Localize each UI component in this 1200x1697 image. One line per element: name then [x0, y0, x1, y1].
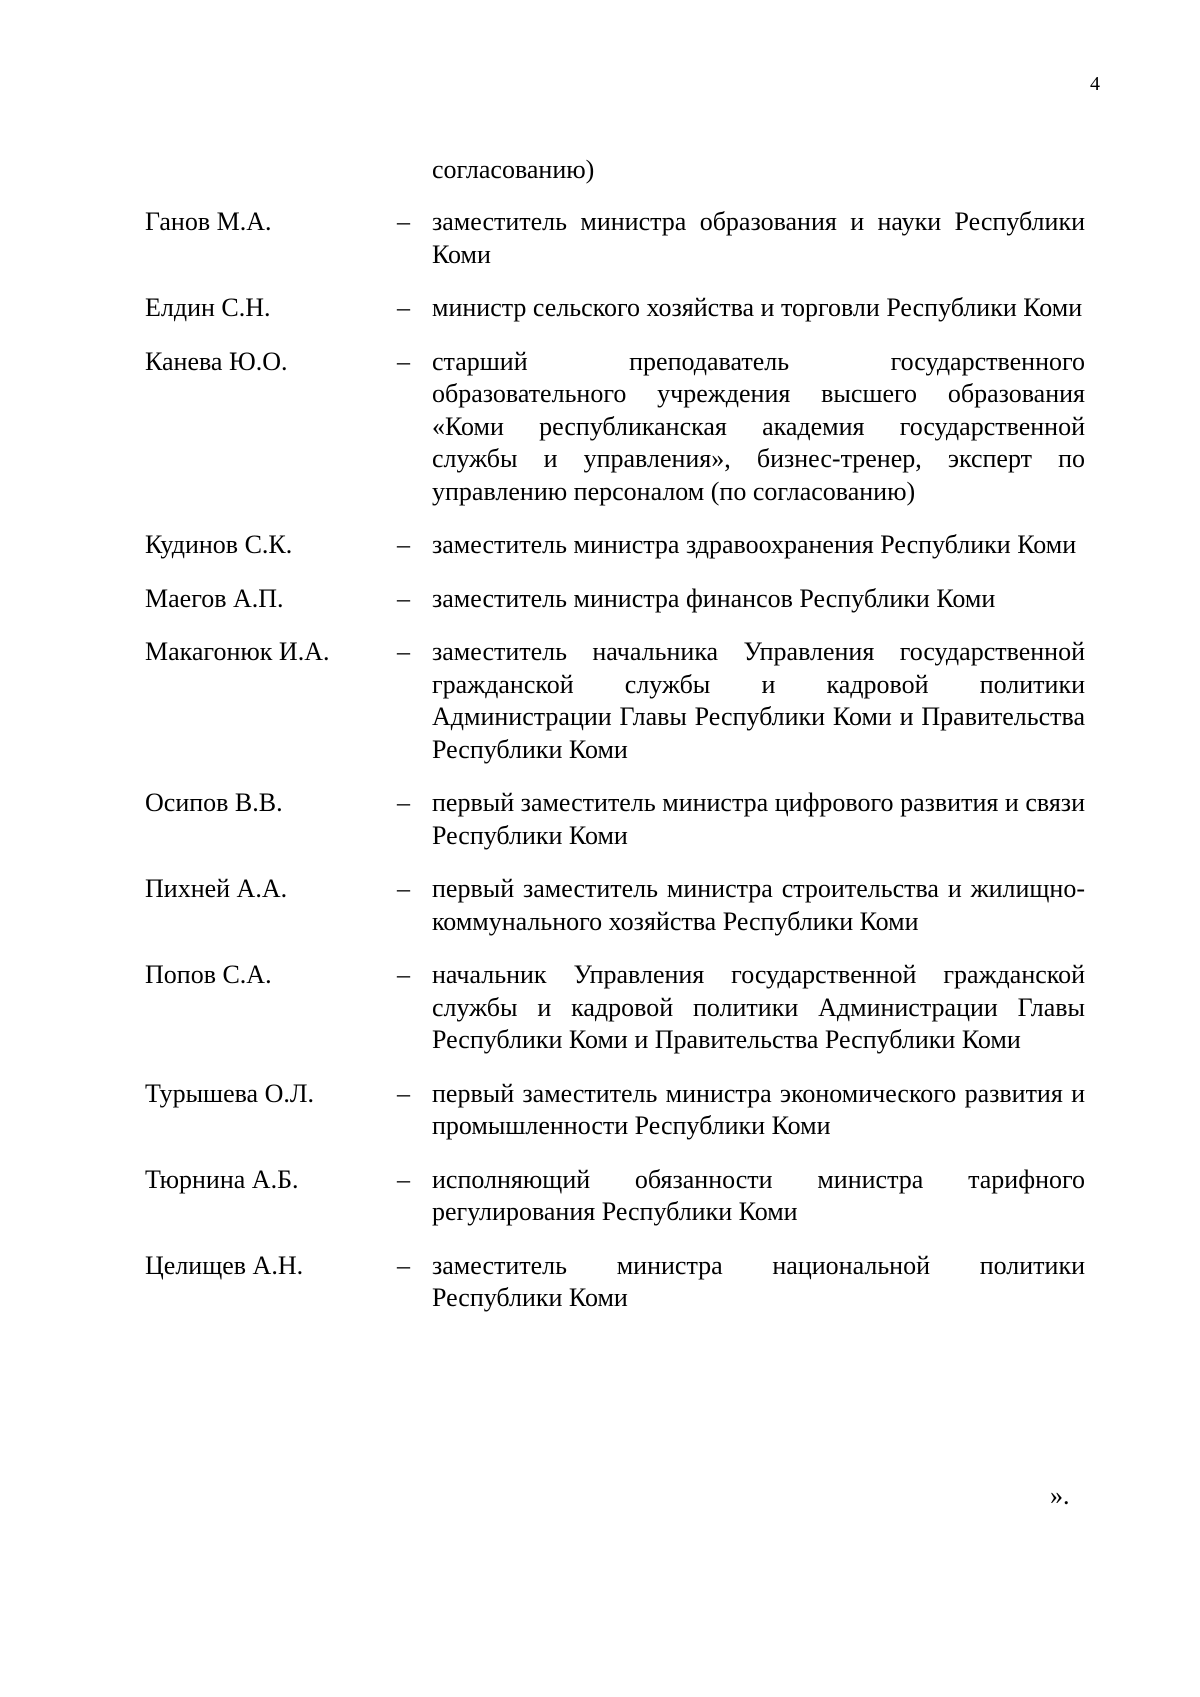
member-name: Пихней А.А. — [145, 874, 288, 903]
member-position: заместитель министра здравоохранения Республики Коми — [432, 530, 1077, 559]
list-item — [145, 787, 1085, 852]
member-name: Тюрнина А.Б. — [145, 1164, 299, 1194]
member-position: заместитель министра национальной политики Республики Коми — [432, 1250, 1085, 1312]
member-name: Попов С.А. — [145, 960, 272, 989]
dash-separator: – — [397, 293, 410, 322]
dash-separator: – — [397, 583, 410, 613]
member-position: министр сельского хозяйства и торговли Республики Коми — [432, 293, 1083, 322]
member-name: Маегов А.П. — [145, 583, 284, 613]
member-name: Ганов М.А. — [145, 207, 272, 236]
list-item — [145, 873, 1085, 938]
page-number: 4 — [1090, 73, 1100, 95]
dash-separator: – — [397, 1250, 410, 1280]
list-item — [145, 292, 1085, 325]
member-position: первый заместитель министра строительства и жилищно-коммунального хозяйства Республики Коми — [432, 874, 1085, 936]
list-item — [145, 1164, 1085, 1229]
member-position: исполняющий обязанности министра тарифного регулирования Республики Коми — [432, 1164, 1085, 1226]
member-position: заместитель министра финансов Республики Коми — [432, 583, 996, 613]
member-position: первый заместитель министра цифрового развития и связи Республики Коми — [432, 788, 1085, 850]
list-item — [145, 206, 1085, 271]
dash-separator: – — [397, 788, 410, 817]
member-name: Турышева О.Л. — [145, 1078, 314, 1108]
members-list — [145, 206, 1085, 1336]
member-position: заместитель начальника Управления государственной гражданской службы и кадровой политики Администрации Главы Республики Коми и Правительства Республики Коми — [432, 637, 1085, 764]
member-name: Макагонюк И.А. — [145, 637, 330, 666]
member-name: Елдин С.Н. — [145, 293, 271, 322]
list-item — [145, 1078, 1085, 1143]
member-position: начальник Управления государственной гражданской службы и кадровой политики Администрации Главы Республики Коми и Правительства Республики Коми — [432, 960, 1085, 1054]
list-item — [145, 346, 1085, 509]
member-position: первый заместитель министра экономического развития и промышленности Республики Коми — [432, 1078, 1085, 1140]
list-item — [145, 959, 1085, 1057]
dash-separator: – — [397, 530, 410, 559]
list-item — [145, 1250, 1085, 1315]
member-position: заместитель министра образования и науки Республики Коми — [432, 207, 1085, 269]
list-item — [145, 636, 1085, 766]
dash-separator: – — [397, 874, 410, 903]
member-name: Осипов В.В. — [145, 788, 283, 817]
list-item — [145, 529, 1085, 562]
list-item — [145, 583, 1085, 616]
closing-quote: ». — [1050, 1481, 1070, 1510]
dash-separator: – — [397, 207, 410, 236]
dash-separator: – — [397, 1078, 410, 1108]
member-name: Целищев А.Н. — [145, 1250, 304, 1280]
continuation-text: согласованию) — [432, 155, 595, 184]
member-position: старший преподаватель государственного образовательного учреждения высшего образования «Коми республиканская академия государственной службы и управления», бизнес-тренер, эксперт по управлению персоналом (по согласованию) — [432, 346, 1085, 506]
dash-separator: – — [397, 960, 410, 989]
dash-separator: – — [397, 1164, 410, 1194]
member-name: Канева Ю.О. — [145, 346, 288, 376]
member-name: Кудинов С.К. — [145, 530, 293, 559]
dash-separator: – — [397, 637, 410, 666]
dash-separator: – — [397, 346, 410, 376]
